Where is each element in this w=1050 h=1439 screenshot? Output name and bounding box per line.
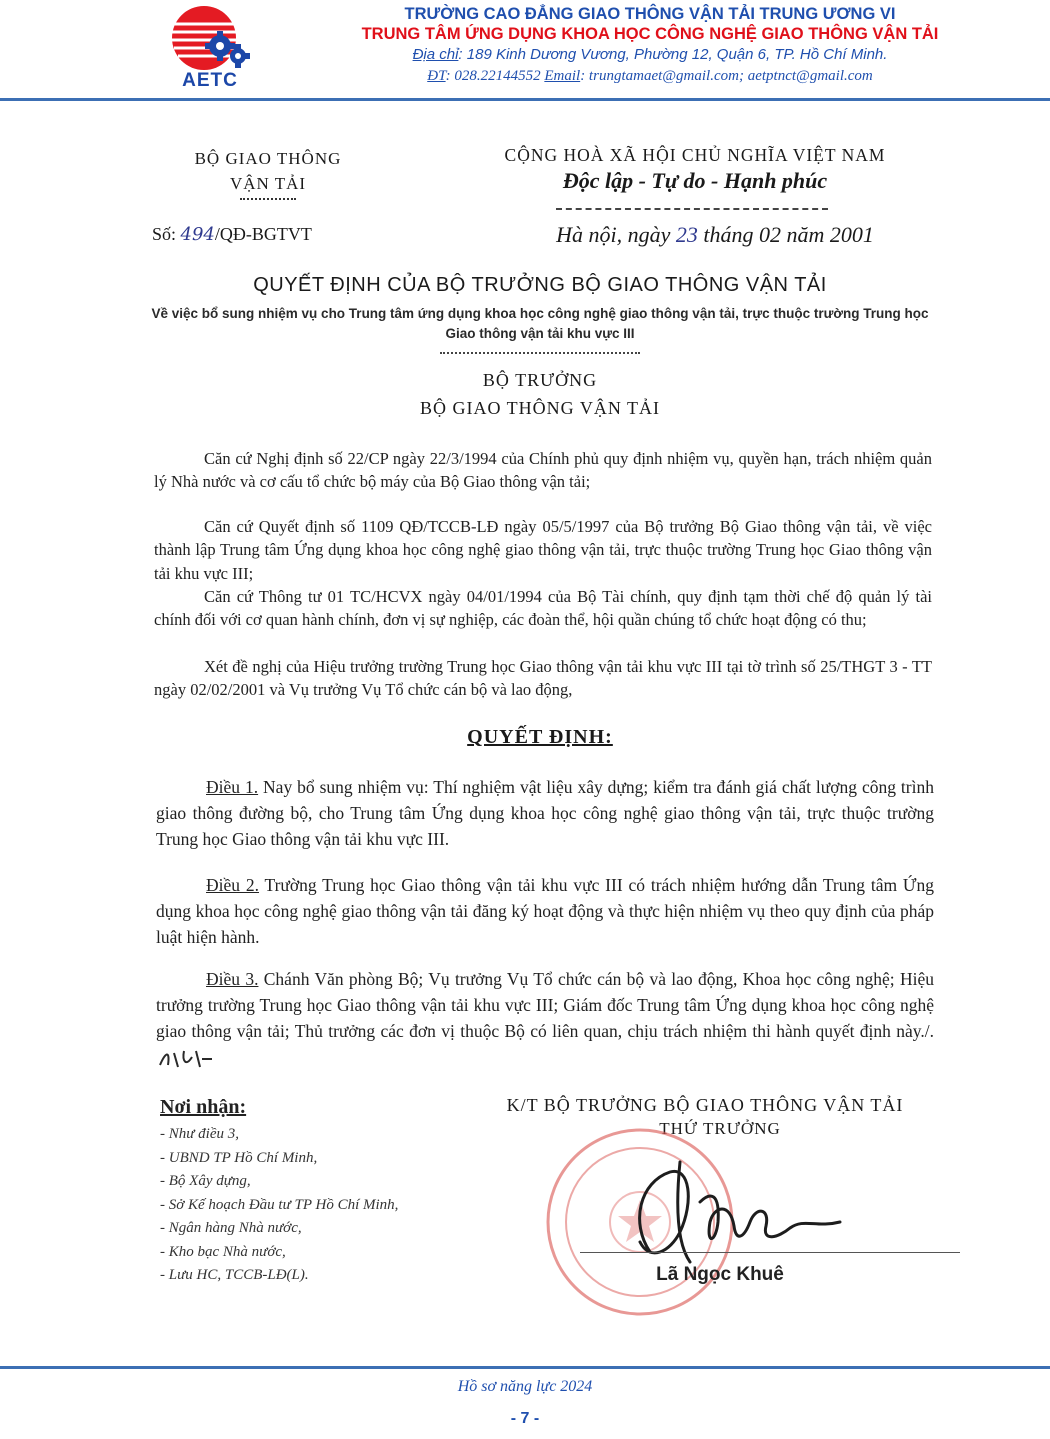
recipients-title: Nơi nhận:: [160, 1096, 247, 1118]
decides-text: QUYẾT ĐỊNH:: [467, 726, 613, 748]
decides-heading: [300, 726, 780, 749]
minister-line-2: BỘ GIAO THÔNG VẬN TẢI: [420, 398, 660, 418]
phone-label: ĐT: [427, 68, 446, 84]
agency-line-1: BỘ GIAO THÔNG: [194, 149, 342, 168]
handwritten-signature: [610, 1142, 850, 1282]
recipient-item: - UBND TP Hồ Chí Minh,: [160, 1149, 318, 1166]
logo-text: AETC: [182, 70, 238, 91]
article-2: [156, 872, 934, 950]
date-prefix: Hà nội, ngày: [556, 222, 676, 247]
article-1-label: Điều 1.: [206, 777, 259, 797]
motto-divider: [556, 208, 828, 210]
preamble-paragraph-4: Xét đề nghị của Hiệu trưởng trường Trung học Giao thông vận tải khu vực III tại tờ trình số 25/THGT 3 - TT ngày 02/02/2001 và Vụ trưởng Vụ Tổ chức cán bộ và lao động,: [154, 657, 932, 700]
address-value: : 189 Kinh Dương Vương, Phường 12, Quận 6, TP. Hồ Chí Minh.: [458, 46, 888, 63]
recipient-item: - Sở Kế hoạch Đầu tư TP Hồ Chí Minh,: [160, 1196, 399, 1213]
doc-no-prefix: Số:: [152, 224, 181, 244]
letterhead: [300, 4, 1000, 86]
signer-name: Lã Ngọc Khuê: [656, 1264, 784, 1285]
aetc-logo-icon: [168, 4, 252, 74]
preamble-paragraph-3: Căn cứ Thông tư 01 TC/HCVX ngày 04/01/1994 của Bộ Tài chính, quy định tạm thời chế độ quản lý tài chính đối với cơ quan hành chính, đơn vị sự nghiệp, các đoàn thể, hội quần chúng tổ chức hoạt động có thu;: [154, 587, 932, 630]
header-divider: [0, 98, 1050, 101]
address-line: [300, 44, 1000, 66]
contact-line: [300, 66, 1000, 86]
center-name: TRUNG TÂM ỨNG DỤNG KHOA HỌC CÔNG NGHỆ GIAO THÔNG VẬN TẢI: [361, 25, 939, 43]
recipient-item: - Lưu HC, TCCB-LĐ(L).: [160, 1267, 309, 1283]
article-2-text: Trường Trung học Giao thông vận tải khu vực III có trách nhiệm hướng dẫn Trung tâm Ứng dụng khoa học công nghệ giao thông vận tải đăng ký hoạt động và thực hiện nhiệm vụ theo quy định của pháp luật hiện hành.: [156, 875, 934, 947]
national-heading: [470, 142, 920, 194]
decision-title: QUYẾT ĐỊNH CỦA BỘ TRƯỞNG BỘ GIAO THÔNG VẬN TẢI: [253, 274, 827, 296]
doc-no-suffix: /QĐ-BGTVT: [214, 224, 312, 244]
minister-line-1: BỘ TRƯỞNG: [482, 370, 598, 390]
signature-underline: [580, 1252, 960, 1253]
doc-no-handwritten: 494: [180, 224, 215, 245]
email-label: Email: [544, 68, 581, 84]
article-3: [156, 966, 934, 1071]
preamble-paragraph-2: Căn cứ Quyết định số 1109 QĐ/TCCB-LĐ ngày 05/5/1997 của Bộ trưởng Bộ Giao thông vận tải, về việc thành lập Trung tâm Ứng dụng khoa học công nghệ giao thông vận tải, trực thuộc trường Trung học Giao thông vận tải khu vực III;: [154, 517, 932, 583]
signature-block: [460, 1092, 950, 1285]
article-3-text: Chánh Văn phòng Bộ; Vụ trưởng Vụ Tổ chức cán bộ và lao động, Khoa học công nghệ; Hiệu trưởng trường Trung học Giao thông vận tải khu vực III; Giám đốc Trung tâm Ứng dụng khoa học công nghệ giao thông vận tải; Thủ trưởng các đơn vị thuộc Bộ có liên quan, chịu trách nhiệm thi hành quyết định này./.: [156, 969, 934, 1041]
date-line: [510, 222, 920, 248]
article-1-text: Nay bổ sung nhiệm vụ: Thí nghiệm vật liệu xây dựng; kiểm tra đánh giá chất lượng công trình giao thông đường bộ, cho Trung tâm Ứng dụng khoa học công nghệ giao thông vận tải, trực thuộc trường Trung học Giao thông vận tải khu vực III.: [156, 777, 934, 849]
initials-mark: [156, 1047, 216, 1071]
national-motto: Độc lập - Tự do - Hạnh phúc: [562, 168, 828, 193]
phone-value: : 028.22144552: [445, 68, 545, 84]
article-3-label: Điều 3.: [206, 969, 259, 989]
article-2-label: Điều 2.: [206, 875, 259, 895]
issuing-agency: [150, 146, 386, 196]
recipient-item: - Kho bạc Nhà nước,: [160, 1243, 286, 1260]
college-name: TRƯỜNG CAO ĐẲNG GIAO THÔNG VẬN TẢI TRUNG ƯƠNG VI: [404, 5, 896, 23]
recipient-item: - Ngân hàng Nhà nước,: [160, 1220, 302, 1236]
recipient-item: - Như điều 3,: [160, 1126, 240, 1142]
aetc-logo: [168, 4, 252, 90]
document-number: [152, 224, 312, 245]
footer-divider: [0, 1366, 1050, 1369]
article-1: [156, 774, 934, 852]
signer-title-1: K/T BỘ TRƯỞNG BỘ GIAO THÔNG VẬN TẢI: [506, 1095, 904, 1115]
scanned-decision: [0, 102, 1050, 1365]
recipients-list: [160, 1123, 460, 1288]
preamble-paragraph-1: Căn cứ Nghị định số 22/CP ngày 22/3/1994 của Chính phủ quy định nhiệm vụ, quyền hạn, trách nhiệm quản lý Nhà nước và cơ cấu tổ chức bộ máy của Bộ Giao thông vận tải;: [154, 449, 932, 492]
date-suffix: tháng 02 năm 2001: [697, 222, 874, 247]
address-label: Địa chỉ: [412, 46, 459, 63]
nation-name: CỘNG HOÀ XÃ HỘI CHỦ NGHĨA VIỆT NAM: [504, 145, 886, 165]
agency-divider: [240, 198, 296, 200]
email-value: : trungtamaet@gmail.com; aetptnct@gmail.com: [580, 68, 873, 84]
subtitle-divider: [440, 352, 640, 354]
recipients: [160, 1096, 460, 1288]
minister-heading: [300, 366, 780, 422]
decision-subtitle: Về việc bổ sung nhiệm vụ cho Trung tâm ứng dụng khoa học công nghệ giao thông vận tải, trực thuộc trường Trung học Giao thông vận tải khu vực III: [151, 306, 929, 341]
agency-line-2: VẬN TẢI: [229, 174, 307, 193]
date-day: 23: [675, 222, 698, 247]
recipient-item: - Bộ Xây dựng,: [160, 1173, 251, 1189]
footer-text: Hồ sơ năng lực 2024: [457, 1378, 593, 1395]
signer-title-2: THỨ TRƯỞNG: [659, 1119, 781, 1138]
page-number: - 7 -: [510, 1410, 540, 1427]
